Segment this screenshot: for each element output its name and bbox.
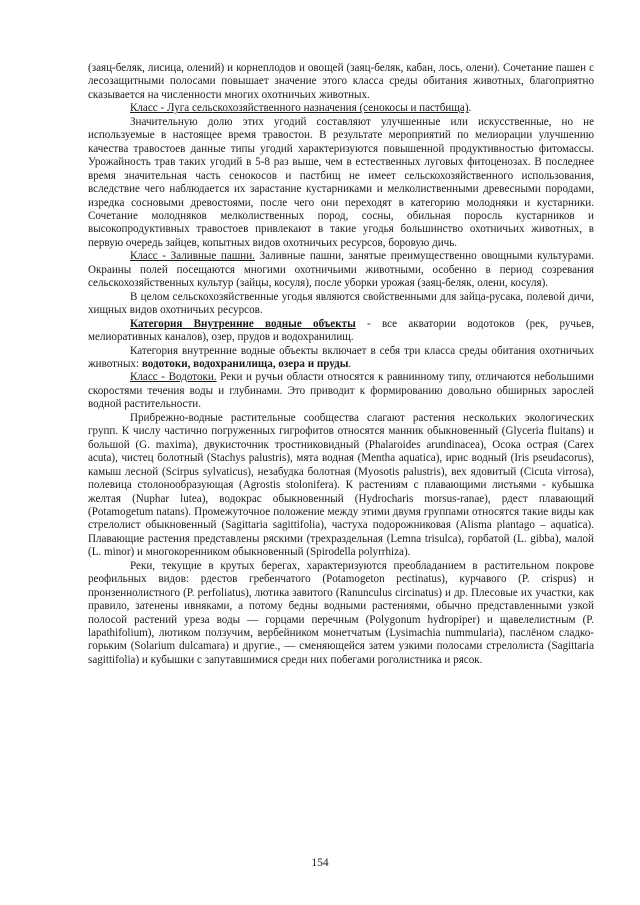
class-title: Класс - Заливные пашни. (130, 250, 255, 263)
class-heading-meadows (88, 102, 594, 115)
class-title: Класс - Водотоки. (130, 371, 217, 384)
paragraph-text: - все акватории водотоков (рек, ручьев, мелиоративных каналов), озер, прудов и водохранилищ. (88, 317, 594, 344)
paragraph-text: Категория внутренние водные объекты включает в себя три класса среды обитания охотничьих животных: (88, 344, 594, 370)
paragraph-1: (заяц-беляк, лисица, олений) и корнеплодов и овощей (заяц-беляк, кабан, лось, олени). Сочетание пашен с лесозащитными полосами повышает значение этого класса среды обитания животных, благоприятно сказывается на численности многих охотничьих животных. (88, 62, 594, 101)
paragraph-meadows: Значительную долю этих угодий составляют улучшенные или искусственные, но не используемые в настоящее время травостои. В результате мероприятий по мелиорации улучшению качества травостоев данные типы угодий характеризуются повышенной продуктивностью фитомассы. Урожайность трав таких угодий в 5-8 раз выше, чем в естественных луговых фитоценозах. В последнее время значительная часть сенокосов и пастбищ не имеет сельскохозяйственного использования, вследствие чего наблюдается их зарастание кустарниками и мелколиственными древесными породами, изредка сосновыми древостоями, после чего они переходят в категорию молодняки и кустарники. Сочетание молодняков мелколиственных пород, сосны, обильная поросль кустарников и высокопродуктивных травостоев привлекают в такие угодья большинство охотничьих животных, в первую очередь зайцев, копытных видов охотничьих ресурсов, боровую дичь. (88, 115, 594, 249)
paragraph-watercourses (88, 371, 594, 411)
paragraph-inland-waters (88, 318, 594, 345)
paragraph-rivers: Реки, текущие в крутых берегах, характеризуются преобладанием в растительном покрове реофильных видов: рдестов гребенчатого (Potamogeton pectinatus), курчавого (P. crispus) и пронзеннолистного (P. perfoliatus), лютика завитого (Ranunculus circinatus) и др. Плесовые их участки, как правило, затенены ивняками, а потому бедны водными растениями, обычно представленными узкой полосой растений уреза воды — горцами перечным (Polygonum hydropiper) и щавелелистным (P. lapathifolium), лютиком ползучим, вербейником монетчатым (Lysimachia nummularia), паслёном сладко-горьким (Solarium dulcamara) и другие., — сменяющейся затем узкими полосами стрелолиста (Sagittaria sagittifolia) и кубышки с запутавшимися среди них побегами роголистника и рясок. (88, 559, 594, 666)
class-title-end: . (468, 102, 472, 115)
paragraph-agricultural-summary: В целом сельскохозяйственные угодья являются свойственными для зайца-русака, полевой дичи, хищных видов охотничьих ресурсов. (88, 290, 594, 317)
page-number: 154 (311, 857, 329, 869)
paragraph-end: . (348, 357, 352, 370)
paragraph-text: Заливные пашни, занятые преимущественно овощными культурами. Окраины полей посещаются многими охотничьими животными, особенно в период созревания сельскохозяйственных культур (зайцы, косуля), после уборки урожая (заяц-беляк, олени, косуля). (88, 250, 594, 290)
water-classes-list: водотоки, водохранилища, озера и пруды (141, 357, 349, 370)
category-title: Категория Внутренние водные объекты (130, 317, 356, 330)
class-title: Класс - Луга сельскохозяйственного назначения (сенокосы и пастбища) (130, 102, 469, 115)
paragraph-text: Реки и ручьи области относятся к равнинному типу, отличаются небольшими скоростями течения воды и глубинами. Это приводит к формированию довольно обширных зарослей водной растительности. (88, 371, 594, 411)
paragraph-plant-communities: Прибрежно-водные растительные сообщества слагают растения нескольких экологических групп. К числу частично погруженных гигрофитов относятся манник обыкновенный (Glyceria fluitans) и большой (G. maxima), двукисточник тростниковидный (Phalaroides arundinacea), Осока острая (Carex acuta), чистец болотный (Stachys palustris), мята водная (Mentha aquatica), ирис водный (Iris pseudacorus), камыш лесной (Scirpus sylvaticus), незабудка болотная (Myosotis palustris), вех ядовитый (Cicuta virrosa), полевица столонообразующая (Agrostis stolonifera). К растениям с плавающими листьями - кубышка желтая (Nuphar lutea), водокрас обыкновенный (Hydrocharis morsus-ranae), рдест плавающий (Potamogetum natans). Промежуточное положение между этими двумя группами относятся такие виды как стрелолист обыкновенный (Sagittaria sagittifolia), частуха подорожниковая (Alisma plantago – aquatica). Плавающие растения представлены ряскими (трехраздельная (Lemna trisulca), горбатой (L. gibba), малой (L. minor) и многокоренником обыкновенный (Spirodella polyrrhiza). (88, 411, 594, 559)
paragraph-water-classes (88, 345, 594, 372)
paragraph-flooded-fields (88, 250, 594, 290)
